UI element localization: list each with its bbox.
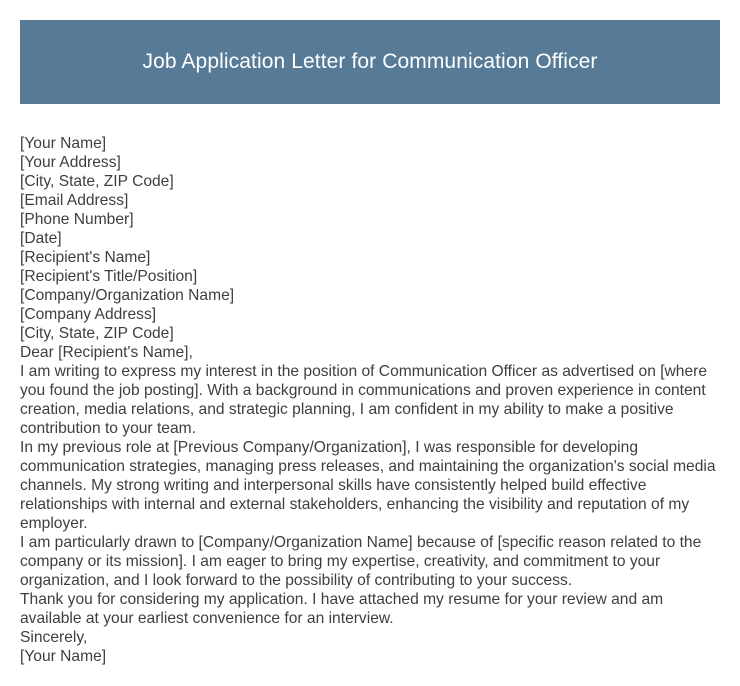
sender-city-state-zip: [City, State, ZIP Code]: [20, 173, 174, 190]
letter-body: [20, 134, 722, 666]
paragraph-experience: In my previous role at [Previous Company/Organization], I was responsible for developing communication strategies, managing press releases, and maintaining the organization's social media channels. My strong writing and interpersonal skills have consistently helped build effective relationships with internal and external stakeholders, enhancing the visibility and reputation of my employer.: [20, 439, 716, 532]
letter-date: [Date]: [20, 230, 62, 247]
page-title: Job Application Letter for Communication Officer: [142, 50, 598, 73]
closing: Sincerely,: [20, 629, 88, 646]
paragraph-motivation: I am particularly drawn to [Company/Organization Name] because of [specific reason related to the company or its mission]. I am eager to bring my expertise, creativity, and commitment to your organization, and I look forward to the possibility of contributing to your success.: [20, 534, 702, 589]
salutation: Dear [Recipient's Name],: [20, 344, 193, 361]
sender-address: [Your Address]: [20, 154, 121, 171]
sender-email: [Email Address]: [20, 192, 129, 209]
sender-name: [Your Name]: [20, 135, 107, 152]
sender-phone: [Phone Number]: [20, 211, 134, 228]
paragraph-thanks: Thank you for considering my application. I have attached my resume for your review and am available at your earliest convenience for an interview.: [20, 591, 664, 627]
recipient-city-state-zip: [City, State, ZIP Code]: [20, 325, 174, 342]
recipient-name: [Recipient's Name]: [20, 249, 151, 266]
letter-header-banner: [20, 20, 720, 104]
paragraph-interest: I am writing to express my interest in the position of Communication Officer as advertised on [where you found the job posting]. With a background in communications and proven experience in content creation, media relations, and strategic planning, I am confident in my ability to make a positive contribution to your team.: [20, 363, 708, 437]
recipient-company: [Company/Organization Name]: [20, 287, 235, 304]
recipient-address: [Company Address]: [20, 306, 157, 323]
signature: [Your Name]: [20, 648, 107, 665]
recipient-title: [Recipient's Title/Position]: [20, 268, 198, 285]
